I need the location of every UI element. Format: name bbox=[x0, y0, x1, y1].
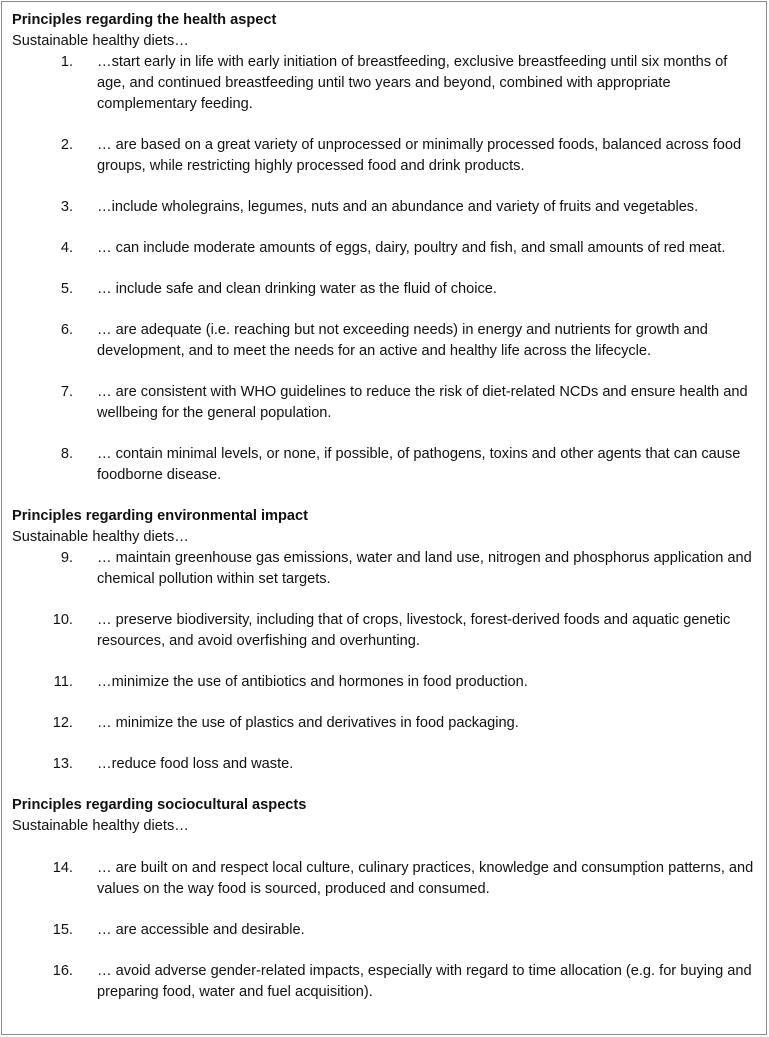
item-text: … minimize the use of plastics and derivatives in food packaging. bbox=[97, 715, 519, 731]
item-number: 2. bbox=[60, 137, 73, 153]
principles-list bbox=[12, 858, 757, 1003]
section-health bbox=[12, 10, 757, 486]
item-text: …minimize the use of antibiotics and hormones in food production. bbox=[97, 674, 528, 690]
item-text: … are adequate (i.e. reaching but not exceeding needs) in energy and nutrients for growth and development, and to meet the needs for an active and healthy life across the lifecycle. bbox=[97, 322, 708, 359]
item-text: … avoid adverse gender-related impacts, especially with regard to time allocation (e.g. for buying and preparing food, water and fuel acquisition). bbox=[97, 963, 752, 1000]
list-item bbox=[12, 320, 757, 362]
section-intro: Sustainable healthy diets… bbox=[12, 529, 189, 545]
list-item bbox=[12, 858, 757, 900]
item-text: … are built on and respect local culture, culinary practices, knowledge and consumption patterns, and values on the way food is sourced, produced and consumed. bbox=[97, 860, 754, 897]
principles-list bbox=[12, 548, 757, 775]
list-item bbox=[12, 610, 757, 652]
list-item bbox=[12, 961, 757, 1003]
list-item bbox=[12, 754, 757, 775]
item-number: 16. bbox=[52, 963, 73, 979]
item-number: 13. bbox=[52, 756, 73, 772]
section-intro: Sustainable healthy diets… bbox=[12, 818, 189, 834]
list-item bbox=[12, 548, 757, 590]
item-number: 11. bbox=[53, 674, 73, 690]
list-item bbox=[12, 713, 757, 734]
item-number: 5. bbox=[60, 281, 73, 297]
item-number: 14. bbox=[52, 860, 73, 876]
item-number: 8. bbox=[60, 446, 73, 462]
item-number: 7. bbox=[60, 384, 73, 400]
item-text: …include wholegrains, legumes, nuts and an abundance and variety of fruits and vegetables. bbox=[97, 199, 699, 215]
list-item bbox=[12, 135, 757, 177]
item-text: …reduce food loss and waste. bbox=[97, 756, 294, 772]
item-text: … are based on a great variety of unprocessed or minimally processed foods, balanced across food groups, while restricting highly processed food and drink products. bbox=[97, 137, 742, 174]
item-number: 4. bbox=[60, 240, 73, 256]
section-heading: Principles regarding sociocultural aspects bbox=[12, 797, 307, 813]
item-text: … can include moderate amounts of eggs, dairy, poultry and fish, and small amounts of red meat. bbox=[97, 240, 726, 256]
item-text: … are consistent with WHO guidelines to reduce the risk of diet-related NCDs and ensure health and wellbeing for the general population. bbox=[97, 384, 748, 421]
item-number: 15. bbox=[52, 922, 73, 938]
item-text: … contain minimal levels, or none, if possible, of pathogens, toxins and other agents that can cause foodborne disease. bbox=[97, 446, 741, 483]
item-text: … preserve biodiversity, including that of crops, livestock, forest-derived foods and aquatic genetic resources, and avoid overfishing and overhunting. bbox=[97, 612, 731, 649]
list-item bbox=[12, 920, 757, 941]
section-sociocultural bbox=[12, 795, 757, 1003]
section-heading: Principles regarding the health aspect bbox=[12, 12, 277, 28]
section-intro: Sustainable healthy diets… bbox=[12, 33, 189, 49]
item-text: … maintain greenhouse gas emissions, water and land use, nitrogen and phosphorus application and chemical pollution within set targets. bbox=[97, 550, 752, 587]
list-item bbox=[12, 672, 757, 693]
list-item bbox=[12, 197, 757, 218]
item-number: 9. bbox=[60, 550, 73, 566]
item-text: …start early in life with early initiation of breastfeeding, exclusive breastfeeding until six months of age, and continued breastfeeding until two years and beyond, combined with appropriate complementary feeding. bbox=[97, 54, 728, 112]
item-text: … include safe and clean drinking water as the fluid of choice. bbox=[97, 281, 497, 297]
list-item bbox=[12, 238, 757, 259]
item-number: 3. bbox=[60, 199, 73, 215]
list-item bbox=[12, 52, 757, 115]
section-heading: Principles regarding environmental impact bbox=[12, 508, 309, 524]
item-number: 1. bbox=[60, 54, 73, 70]
item-number: 6. bbox=[60, 322, 73, 338]
document-content bbox=[12, 10, 757, 1023]
item-number: 12. bbox=[52, 715, 73, 731]
principles-list bbox=[12, 52, 757, 486]
list-item bbox=[12, 444, 757, 486]
list-item bbox=[12, 279, 757, 300]
list-item bbox=[12, 382, 757, 424]
item-text: … are accessible and desirable. bbox=[97, 922, 305, 938]
section-environment bbox=[12, 506, 757, 775]
item-number: 10. bbox=[52, 612, 73, 628]
